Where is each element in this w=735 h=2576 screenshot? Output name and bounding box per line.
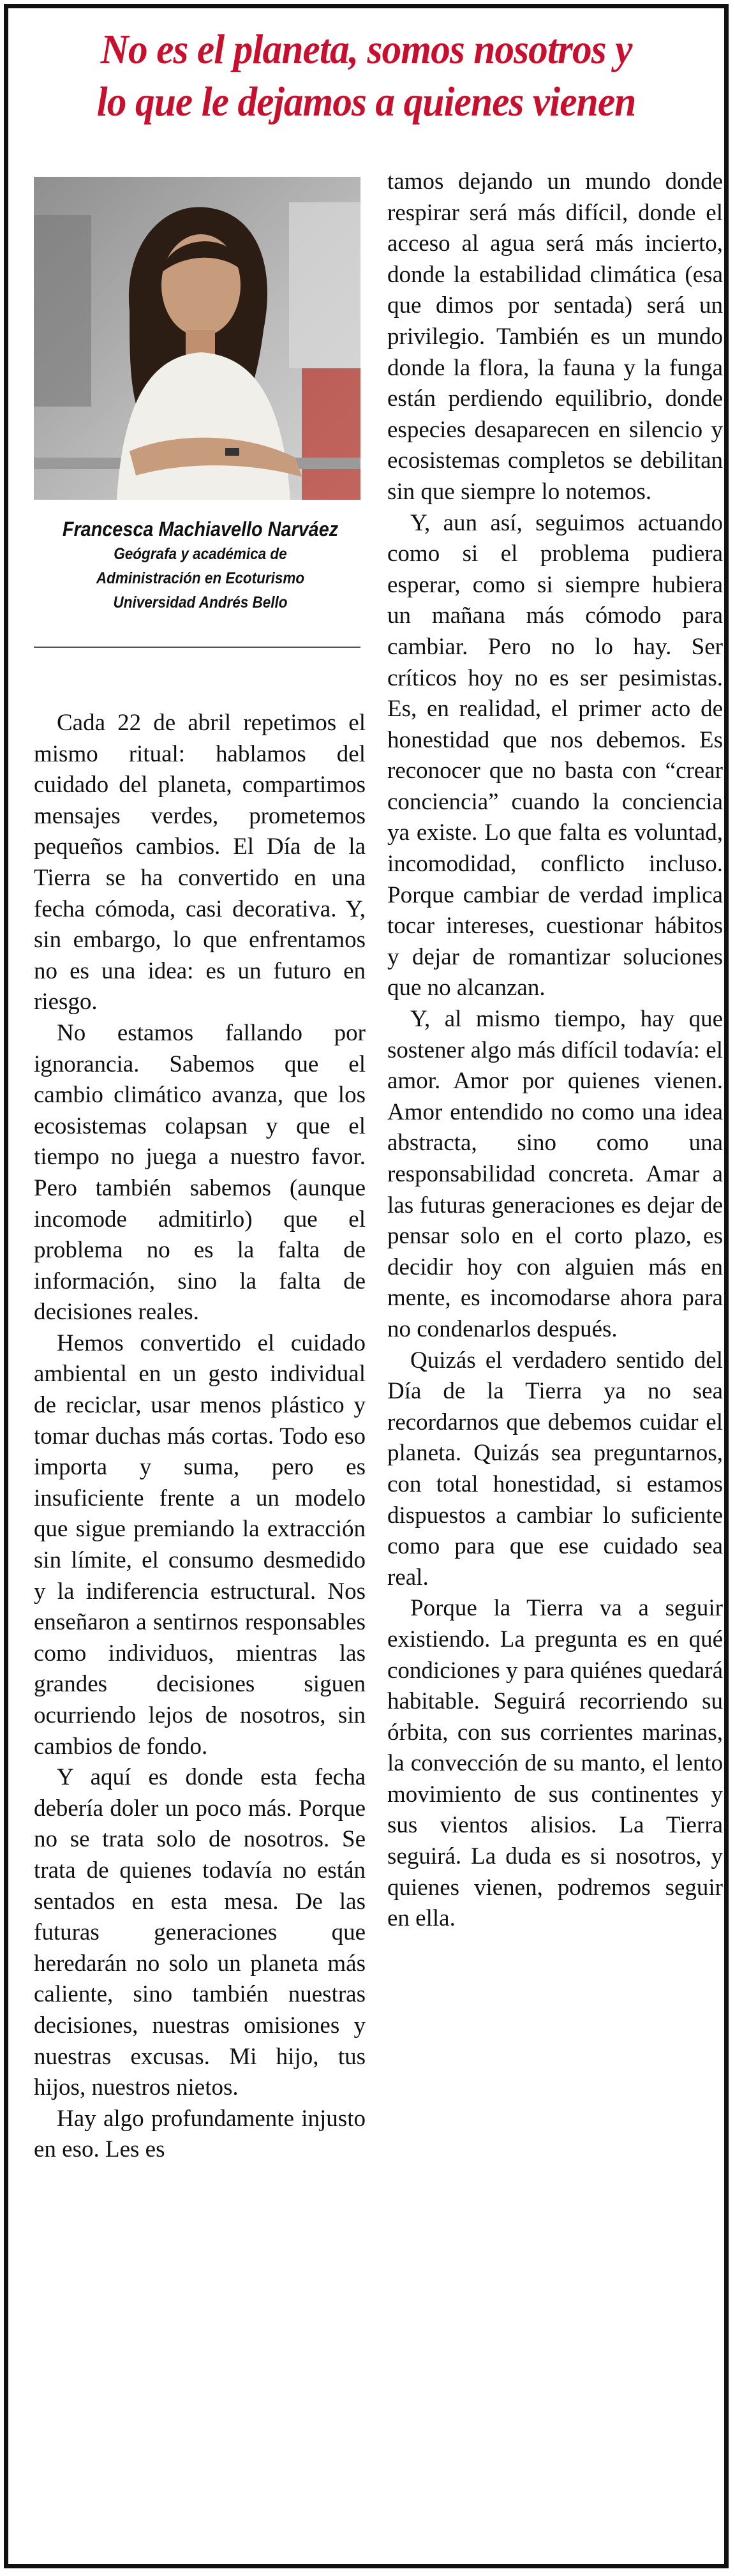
- body-paragraph: Y, al mismo tiempo, hay que sostener algo más difícil todavía: el amor. Amor por quienes vienen. Amor entendido no como una idea abstracta, sino como una responsabilidad concreta. Amar a las futuras generaciones es dejar de pensar solo en el corto plazo, es decidir hoy con alguien más en mente, es incomodarse ahora para no condenarlos después.: [387, 1006, 723, 1342]
- article-headline: [33, 24, 699, 128]
- author-affiliation: Universidad Andrés Bello: [113, 594, 288, 611]
- body-paragraph: tamos dejando un mundo donde respirar será más difícil, donde el acceso al agua será más incierto, donde la estabilidad climática (esa que dimos por sentada) será un privilegio. También es un mundo donde la flora, la fauna y la funga están perdiendo equilibrio, donde especies desaparecen en silencio y ecosistemas completos se debilitan sin que siempre lo notemos.: [387, 168, 723, 505]
- author-role-line-1: Geógrafa y académica de: [114, 545, 287, 563]
- body-paragraph: Y aquí es donde esta fecha debería doler un poco más. Porque no se trata solo de nosotros. Se trata de quienes todavía no están sentados en esta mesa. De las futuras generaciones que heredarán no solo un planeta más caliente, sino también nuestras decisiones, nuestras omisiones y nuestras excusas. Mi hijo, tus hijos, nuestros nietos.: [34, 1764, 366, 2101]
- headline-line-1: No es el planeta, somos nosotros y: [100, 26, 632, 73]
- author-role-line-2: Administración en Ecoturismo: [96, 569, 305, 587]
- body-paragraph: No estamos fallando por ignorancia. Sabemos que el cambio climático avanza, que los ecosistemas colapsan y que el tiempo no juega a nuestro favor. Pero también sabemos (aunque incomode admitirlo) que el problema no es la falta de información, sino la falta de decisiones reales.: [34, 1019, 366, 1326]
- author-name: Francesca Machiavello Narváez: [62, 518, 339, 541]
- headline-line-2: lo que le dejamos a quienes vienen: [96, 79, 636, 125]
- author-photo: [34, 177, 360, 500]
- body-paragraph: Hemos convertido el cuidado ambiental en un gesto individual de reciclar, usar menos plástico y tomar duchas más cortas. Todo eso importa y suma, pero es insuficiente frente a un modelo que sigue premiando la extracción sin límite, el consumo desmedido y la indiferencia estructural. Nos enseñaron a sentirnos responsables como individuos, mientras las grandes decisiones siguen ocurriendo lejos de nosotros, sin cambios de fondo.: [34, 1329, 366, 1760]
- body-paragraph: Porque la Tierra va a seguir existiendo. La pregunta es en qué condiciones y para quiénes quedará habitable. Seguirá recorriendo su órbita, con sus corrientes marinas, la convección de su manto, el lento movimiento de sus continentes y sus vientos alisios. La Tierra seguirá. La duda es si nosotros, y quienes vienen, podremos seguir en ella.: [387, 1595, 724, 1932]
- byline-divider: [34, 647, 360, 648]
- article-frame: [4, 4, 729, 2568]
- article-body-left-column: [34, 708, 366, 2166]
- author-byline: [48, 516, 353, 615]
- body-paragraph: Hay algo profundamente injusto en eso. Les es: [34, 2105, 366, 2163]
- article-body-right-column: [387, 167, 723, 1935]
- body-paragraph: Y, aun así, seguimos actuando como si el problema pudiera esperar, como si siempre hubiera un mañana más cómodo para cambiar. Pero no lo hay. Ser críticos hoy no es ser pesimistas. Es, en realidad, el primer acto de honestidad que nos debemos. Es reconocer que no basta con “crear conciencia” cuando la conciencia ya existe. Lo que falta es voluntad, incomodidad, conflicto incluso. Porque cambiar de verdad implica tocar intereses, cuestionar hábitos y dejar de romantizar soluciones que no alcanzan.: [387, 509, 723, 1001]
- body-paragraph: Quizás el verdadero sentido del Día de la Tierra ya no sea recordarnos que debemos cuidar el planeta. Quizás sea preguntarnos, con total honestidad, si estamos dispuestos a cambiar lo suficiente como para que ese cuidado sea real.: [387, 1347, 723, 1591]
- body-paragraph: Cada 22 de abril repetimos el mismo ritual: hablamos del cuidado del planeta, compartimos mensajes verdes, prometemos pequeños cambios. El Día de la Tierra se ha convertido en una fecha cómoda, casi decorativa. Y, sin embargo, lo que enfrentamos no es una idea: es un futuro en riesgo.: [34, 710, 366, 1015]
